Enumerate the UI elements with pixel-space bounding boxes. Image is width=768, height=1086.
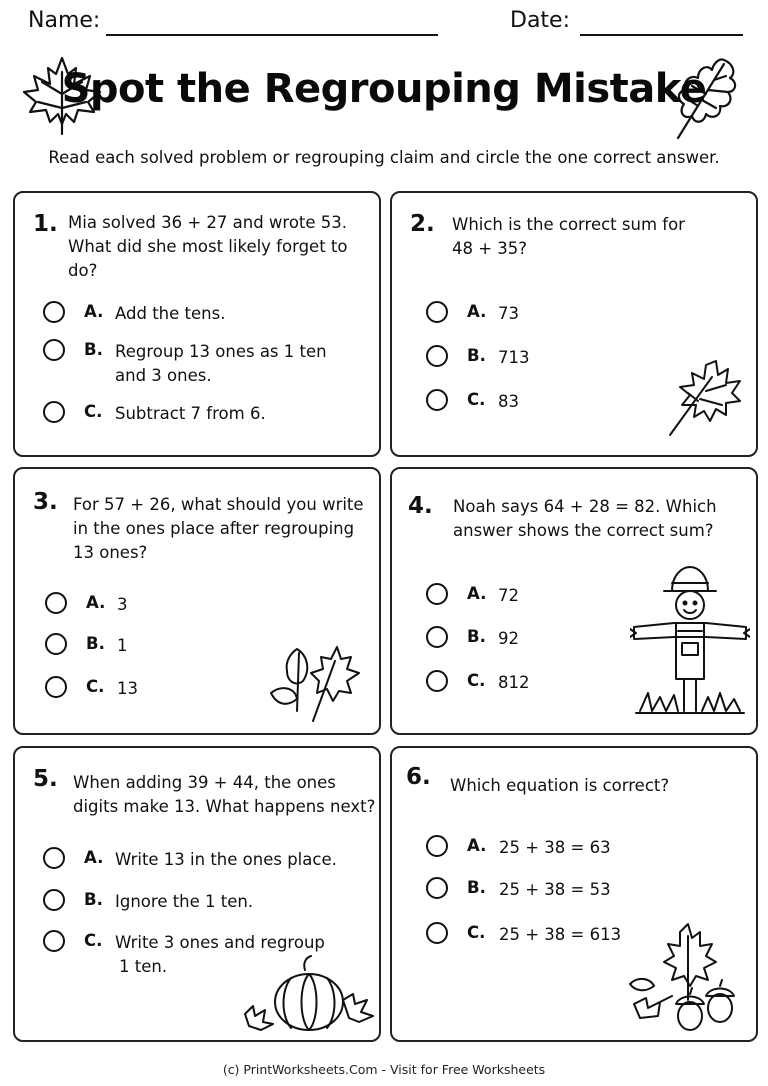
- option-text: 83: [498, 392, 519, 411]
- answer-circle[interactable]: [43, 930, 65, 952]
- question-card-1: [13, 191, 381, 457]
- option-letter: A.: [467, 302, 487, 321]
- answer-circle[interactable]: [426, 301, 448, 323]
- option-letter: C.: [467, 390, 486, 409]
- option-text: Ignore the 1 ten.: [115, 892, 254, 911]
- maple-leaf-icon: [664, 355, 744, 439]
- option-text: 713: [498, 348, 530, 367]
- instructions: Read each solved problem or regrouping claim and circle the one correct answer.: [48, 148, 720, 167]
- option-letter: B.: [84, 890, 103, 909]
- option-text: 812: [498, 673, 530, 692]
- answer-circle[interactable]: [426, 877, 448, 899]
- option-letter: A.: [467, 836, 487, 855]
- option-letter: A.: [86, 593, 106, 612]
- option-text: 73: [498, 304, 519, 323]
- answer-circle[interactable]: [426, 389, 448, 411]
- option-text: Write 13 in the ones place.: [115, 850, 337, 869]
- option-letter: C.: [467, 671, 486, 690]
- answer-circle[interactable]: [43, 401, 65, 423]
- option-text: Write 3 ones and regroup 1 ten.: [115, 933, 325, 976]
- date-field[interactable]: [580, 34, 743, 36]
- option-letter: C.: [84, 931, 103, 950]
- question-text: Noah says 64 + 28 = 82. Which answer shows the correct sum?: [453, 497, 717, 540]
- option-text: 92: [498, 629, 519, 648]
- answer-circle[interactable]: [426, 922, 448, 944]
- option-letter: B.: [86, 634, 105, 653]
- option-text: Regroup 13 ones as 1 ten and 3 ones.: [115, 342, 327, 385]
- option-text: 25 + 38 = 63: [499, 838, 611, 857]
- footer-credit: (c) PrintWorksheets.Com - Visit for Free Worksheets: [222, 1062, 546, 1077]
- option-letter: B.: [467, 627, 486, 646]
- question-card-2: [390, 191, 758, 457]
- question-text: Mia solved 36 + 27 and wrote 53. What did she most likely forget to do?: [68, 213, 348, 280]
- option-text: 25 + 38 = 53: [499, 880, 611, 899]
- question-text: When adding 39 + 44, the ones digits make 13. What happens next?: [73, 773, 376, 816]
- option-text: Add the tens.: [115, 304, 226, 323]
- question-card-6: [390, 746, 758, 1042]
- option-letter: A.: [84, 302, 104, 321]
- option-text: 72: [498, 586, 519, 605]
- answer-circle[interactable]: [426, 835, 448, 857]
- option-letter: C.: [467, 923, 486, 942]
- pumpkin-icon: [243, 954, 375, 1034]
- option-text: 1: [117, 636, 128, 655]
- scarecrow-icon: [630, 561, 750, 721]
- option-letter: A.: [84, 848, 104, 867]
- acorns-and-leaves-icon: [628, 920, 748, 1036]
- answer-circle[interactable]: [45, 592, 67, 614]
- date-label: Date:: [510, 8, 570, 33]
- answer-circle[interactable]: [43, 301, 65, 323]
- name-label: Name:: [28, 8, 101, 33]
- answer-circle[interactable]: [43, 847, 65, 869]
- question-number: 3.: [33, 489, 58, 515]
- option-text: 25 + 38 = 613: [499, 925, 622, 944]
- question-text: Which equation is correct?: [450, 776, 670, 795]
- question-number: 5.: [33, 766, 58, 792]
- page-title: Spot the Regrouping Mistake: [61, 66, 707, 112]
- name-field[interactable]: [106, 34, 438, 36]
- answer-circle[interactable]: [426, 345, 448, 367]
- answer-circle[interactable]: [45, 676, 67, 698]
- answer-circle[interactable]: [426, 583, 448, 605]
- option-letter: B.: [467, 878, 486, 897]
- option-text: 13: [117, 679, 138, 698]
- option-letter: B.: [467, 346, 486, 365]
- option-letter: C.: [86, 677, 105, 696]
- answer-circle[interactable]: [426, 626, 448, 648]
- question-text: For 57 + 26, what should you write in the ones place after regrouping 13 ones?: [73, 495, 364, 562]
- option-text: Subtract 7 from 6.: [115, 404, 266, 423]
- option-text: 3: [117, 595, 128, 614]
- answer-circle[interactable]: [43, 339, 65, 361]
- answer-circle[interactable]: [45, 633, 67, 655]
- question-number: 6.: [406, 764, 431, 790]
- question-card-5: [13, 746, 381, 1042]
- leaves-icon: [267, 641, 367, 725]
- option-letter: C.: [84, 402, 103, 421]
- question-number: 4.: [408, 493, 433, 519]
- question-number: 2.: [410, 211, 435, 237]
- answer-circle[interactable]: [43, 889, 65, 911]
- question-number: 1.: [33, 211, 58, 237]
- answer-circle[interactable]: [426, 670, 448, 692]
- question-card-4: [390, 467, 758, 735]
- option-letter: B.: [84, 340, 103, 359]
- question-card-3: [13, 467, 381, 735]
- question-text: Which is the correct sum for 48 + 35?: [452, 215, 685, 258]
- option-letter: A.: [467, 584, 487, 603]
